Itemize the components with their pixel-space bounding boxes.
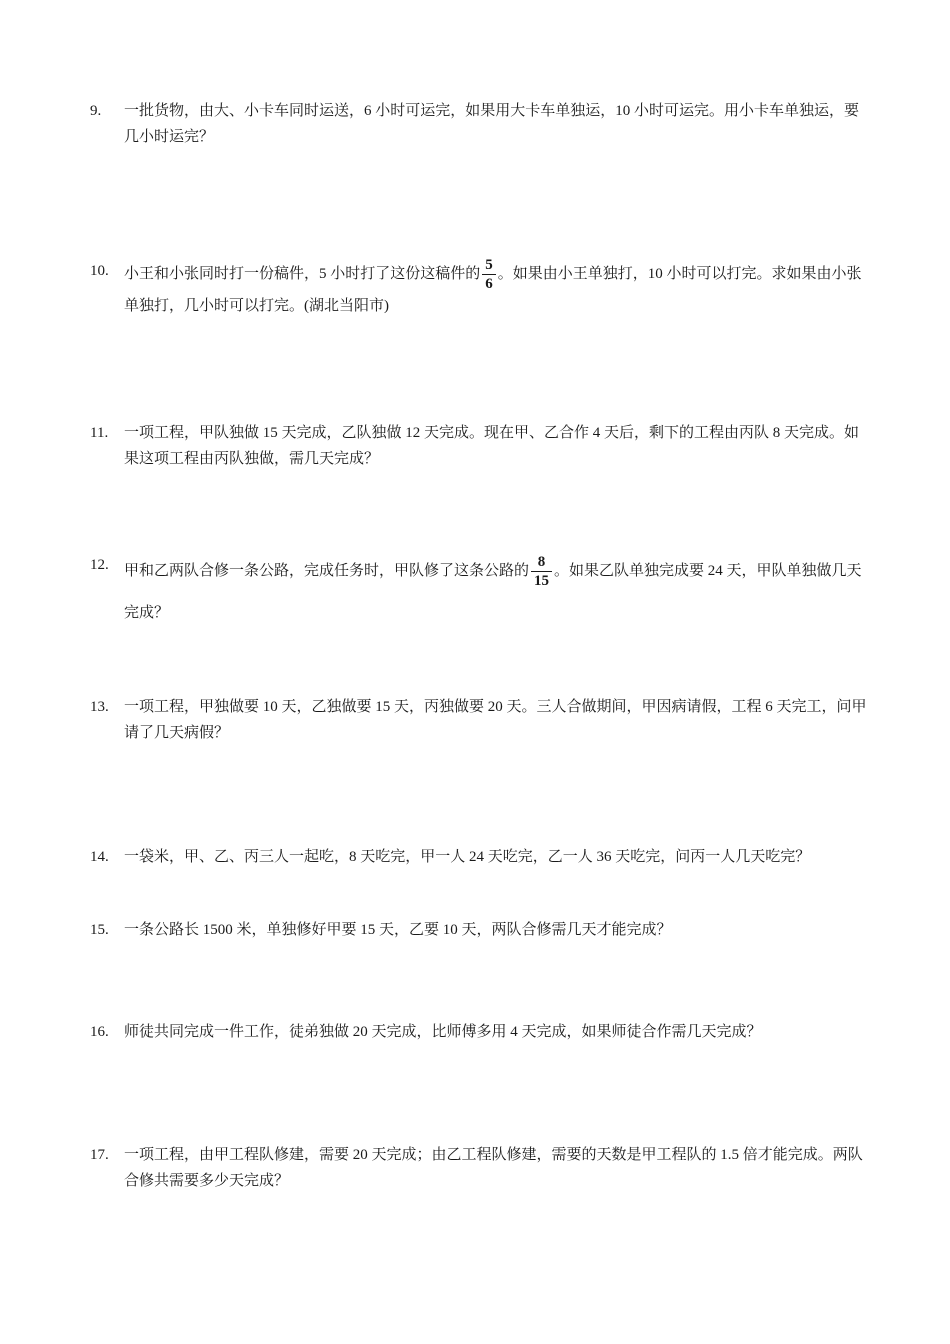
fraction <box>482 256 496 293</box>
problem-text: 一批货物，由大、小卡车同时运送，6 小时可运完，如果用大卡车单独运，10 小时可运完。用小卡车单独运，要几小时运完？ <box>124 103 860 145</box>
problem-12 <box>90 550 870 634</box>
problem-number: 13. <box>90 699 109 715</box>
problem-number: 14. <box>90 849 109 865</box>
problem-number: 12. <box>90 557 109 573</box>
problem-number: 9. <box>90 103 102 119</box>
problem-text: 一项工程，由甲工程队修建，需要 20 天完成；由乙工程队修建，需要的天数是甲工程队的 1.5 倍才能完成。两队合修共需要多少天完成？ <box>124 1147 863 1189</box>
fraction-numerator: 8 <box>531 553 552 572</box>
problem-number: 10. <box>90 263 109 279</box>
problem-number: 15. <box>90 922 109 938</box>
problem-text-before-fraction: 小王和小张同时打一份稿件，5 小时打了这份这稿件的 <box>124 265 481 282</box>
problem-text: 一条公路长 1500 米，单独修好甲要 15 天，乙要 10 天，两队合修需几天才能完成？ <box>124 922 672 938</box>
problem-text: 一袋米，甲、乙、丙三人一起吃，8 天吃完，甲一人 24 天吃完，乙一人 36 天吃完，问丙一人几天吃完？ <box>124 849 811 865</box>
problem-13 <box>90 694 870 746</box>
problem-9 <box>90 98 870 150</box>
problem-text-before-fraction: 甲和乙两队合修一条公路，完成任务时，甲队修了这条公路的 <box>124 563 530 579</box>
problem-number: 17. <box>90 1147 109 1163</box>
problem-text: 一项工程，甲独做要 10 天，乙独做要 15 天，丙独做要 20 天。三人合做期间，甲因病请假，工程 6 天完工，问甲请了几天病假？ <box>124 699 867 741</box>
problem-text: 一项工程，甲队独做 15 天完成，乙队独做 12 天完成。现在甲、乙合作 4 天后，剩下的工程由丙队 8 天完成。如果这项工程由丙队独做，需几天完成？ <box>124 425 860 467</box>
problem-15 <box>90 917 870 943</box>
problem-number: 11. <box>90 425 109 441</box>
problem-text-after-fraction: 。如果乙队单独完成要 24 天，甲队单独做几天完成？ <box>124 563 862 621</box>
problem-10 <box>90 256 870 319</box>
problem-14 <box>90 844 870 870</box>
problem-text: 师徒共同完成一件工作，徒弟独做 20 天完成，比师傅多用 4 天完成，如果师徒合作需几天完成？ <box>124 1024 762 1040</box>
fraction-numerator: 5 <box>482 256 496 275</box>
fraction-denominator: 15 <box>534 573 550 590</box>
problem-text-after-fraction: 。如果由小王单独打，10 小时可以打完。求如果由小张单独打，几小时可以打完。(湖北当阳市) <box>124 265 862 314</box>
fraction-denominator: 6 <box>485 276 493 292</box>
problem-11 <box>90 420 870 472</box>
problem-16 <box>90 1019 870 1045</box>
problem-17 <box>90 1142 870 1194</box>
problem-number: 16. <box>90 1024 109 1040</box>
fraction <box>531 553 552 590</box>
